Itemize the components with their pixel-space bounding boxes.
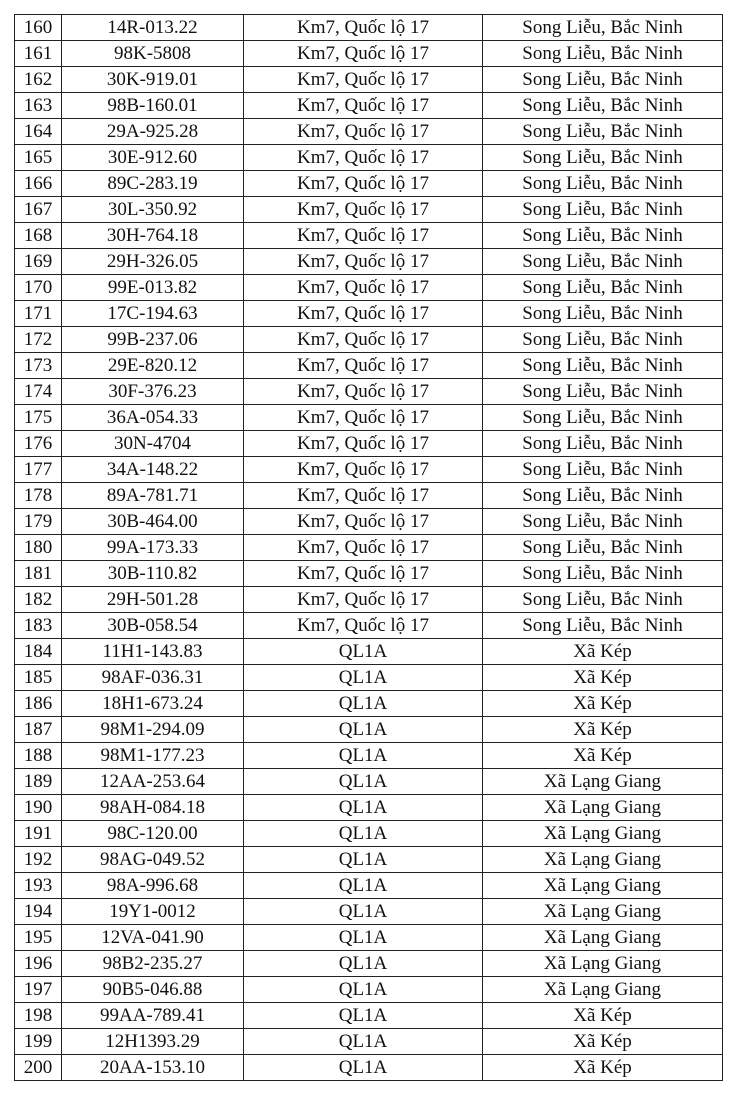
- violations-table-body: [15, 15, 723, 1081]
- area-cell: Song Liễu, Bắc Ninh: [483, 509, 723, 535]
- row-number-cell: 172: [15, 327, 62, 353]
- license-plate-cell: 36A-054.33: [62, 405, 244, 431]
- violation-location-cell: Km7, Quốc lộ 17: [244, 379, 483, 405]
- area-cell: Song Liễu, Bắc Ninh: [483, 587, 723, 613]
- table-row: [15, 457, 723, 483]
- area-cell: Xã Kép: [483, 1029, 723, 1055]
- row-number-cell: 189: [15, 769, 62, 795]
- license-plate-cell: 30F-376.23: [62, 379, 244, 405]
- row-number-cell: 182: [15, 587, 62, 613]
- area-cell: Song Liễu, Bắc Ninh: [483, 15, 723, 41]
- area-cell: Song Liễu, Bắc Ninh: [483, 379, 723, 405]
- area-cell: Xã Lạng Giang: [483, 795, 723, 821]
- license-plate-cell: 12H1393.29: [62, 1029, 244, 1055]
- violation-location-cell: Km7, Quốc lộ 17: [244, 483, 483, 509]
- area-cell: Xã Lạng Giang: [483, 899, 723, 925]
- table-row: [15, 145, 723, 171]
- row-number-cell: 169: [15, 249, 62, 275]
- table-row: [15, 327, 723, 353]
- table-row: [15, 925, 723, 951]
- row-number-cell: 171: [15, 301, 62, 327]
- violation-location-cell: QL1A: [244, 899, 483, 925]
- table-row: [15, 899, 723, 925]
- area-cell: Song Liễu, Bắc Ninh: [483, 405, 723, 431]
- table-row: [15, 301, 723, 327]
- area-cell: Song Liễu, Bắc Ninh: [483, 93, 723, 119]
- area-cell: Xã Lạng Giang: [483, 847, 723, 873]
- area-cell: Song Liễu, Bắc Ninh: [483, 171, 723, 197]
- violation-location-cell: QL1A: [244, 1029, 483, 1055]
- row-number-cell: 188: [15, 743, 62, 769]
- violation-location-cell: Km7, Quốc lộ 17: [244, 119, 483, 145]
- license-plate-cell: 98B-160.01: [62, 93, 244, 119]
- area-cell: Song Liễu, Bắc Ninh: [483, 67, 723, 93]
- violation-location-cell: Km7, Quốc lộ 17: [244, 275, 483, 301]
- violation-location-cell: Km7, Quốc lộ 17: [244, 613, 483, 639]
- row-number-cell: 167: [15, 197, 62, 223]
- area-cell: Song Liễu, Bắc Ninh: [483, 249, 723, 275]
- row-number-cell: 181: [15, 561, 62, 587]
- row-number-cell: 166: [15, 171, 62, 197]
- document-page: [14, 14, 723, 1081]
- license-plate-cell: 12AA-253.64: [62, 769, 244, 795]
- area-cell: Song Liễu, Bắc Ninh: [483, 197, 723, 223]
- license-plate-cell: 30E-912.60: [62, 145, 244, 171]
- violation-location-cell: Km7, Quốc lộ 17: [244, 431, 483, 457]
- row-number-cell: 194: [15, 899, 62, 925]
- row-number-cell: 191: [15, 821, 62, 847]
- area-cell: Song Liễu, Bắc Ninh: [483, 119, 723, 145]
- row-number-cell: 190: [15, 795, 62, 821]
- violations-table: [14, 14, 723, 1081]
- violation-location-cell: QL1A: [244, 951, 483, 977]
- row-number-cell: 161: [15, 41, 62, 67]
- table-row: [15, 613, 723, 639]
- row-number-cell: 192: [15, 847, 62, 873]
- row-number-cell: 184: [15, 639, 62, 665]
- table-row: [15, 1003, 723, 1029]
- table-row: [15, 197, 723, 223]
- license-plate-cell: 99A-173.33: [62, 535, 244, 561]
- area-cell: Song Liễu, Bắc Ninh: [483, 223, 723, 249]
- area-cell: Xã Kép: [483, 665, 723, 691]
- table-row: [15, 769, 723, 795]
- license-plate-cell: 98M1-177.23: [62, 743, 244, 769]
- row-number-cell: 196: [15, 951, 62, 977]
- license-plate-cell: 98AF-036.31: [62, 665, 244, 691]
- area-cell: Song Liễu, Bắc Ninh: [483, 353, 723, 379]
- area-cell: Xã Kép: [483, 639, 723, 665]
- row-number-cell: 175: [15, 405, 62, 431]
- area-cell: Song Liễu, Bắc Ninh: [483, 613, 723, 639]
- area-cell: Song Liễu, Bắc Ninh: [483, 301, 723, 327]
- violation-location-cell: Km7, Quốc lộ 17: [244, 327, 483, 353]
- row-number-cell: 195: [15, 925, 62, 951]
- table-row: [15, 483, 723, 509]
- license-plate-cell: 18H1-673.24: [62, 691, 244, 717]
- area-cell: Xã Kép: [483, 743, 723, 769]
- violation-location-cell: QL1A: [244, 665, 483, 691]
- table-row: [15, 431, 723, 457]
- license-plate-cell: 89C-283.19: [62, 171, 244, 197]
- violation-location-cell: QL1A: [244, 795, 483, 821]
- table-row: [15, 639, 723, 665]
- row-number-cell: 170: [15, 275, 62, 301]
- license-plate-cell: 30N-4704: [62, 431, 244, 457]
- row-number-cell: 180: [15, 535, 62, 561]
- violation-location-cell: QL1A: [244, 977, 483, 1003]
- area-cell: Song Liễu, Bắc Ninh: [483, 535, 723, 561]
- license-plate-cell: 98AG-049.52: [62, 847, 244, 873]
- area-cell: Song Liễu, Bắc Ninh: [483, 327, 723, 353]
- license-plate-cell: 29E-820.12: [62, 353, 244, 379]
- table-row: [15, 717, 723, 743]
- violation-location-cell: Km7, Quốc lộ 17: [244, 457, 483, 483]
- table-row: [15, 847, 723, 873]
- area-cell: Xã Lạng Giang: [483, 925, 723, 951]
- license-plate-cell: 12VA-041.90: [62, 925, 244, 951]
- license-plate-cell: 30B-058.54: [62, 613, 244, 639]
- violation-location-cell: QL1A: [244, 847, 483, 873]
- violation-location-cell: Km7, Quốc lộ 17: [244, 561, 483, 587]
- table-row: [15, 41, 723, 67]
- violation-location-cell: QL1A: [244, 873, 483, 899]
- violation-location-cell: QL1A: [244, 821, 483, 847]
- table-row: [15, 1055, 723, 1081]
- table-row: [15, 665, 723, 691]
- violation-location-cell: QL1A: [244, 769, 483, 795]
- license-plate-cell: 98B2-235.27: [62, 951, 244, 977]
- license-plate-cell: 14R-013.22: [62, 15, 244, 41]
- row-number-cell: 168: [15, 223, 62, 249]
- table-row: [15, 951, 723, 977]
- violation-location-cell: QL1A: [244, 639, 483, 665]
- license-plate-cell: 98M1-294.09: [62, 717, 244, 743]
- row-number-cell: 176: [15, 431, 62, 457]
- table-row: [15, 1029, 723, 1055]
- area-cell: Xã Lạng Giang: [483, 977, 723, 1003]
- violation-location-cell: Km7, Quốc lộ 17: [244, 41, 483, 67]
- violation-location-cell: Km7, Quốc lộ 17: [244, 587, 483, 613]
- violation-location-cell: QL1A: [244, 717, 483, 743]
- area-cell: Xã Lạng Giang: [483, 873, 723, 899]
- license-plate-cell: 90B5-046.88: [62, 977, 244, 1003]
- area-cell: Song Liễu, Bắc Ninh: [483, 275, 723, 301]
- area-cell: Song Liễu, Bắc Ninh: [483, 561, 723, 587]
- license-plate-cell: 30B-464.00: [62, 509, 244, 535]
- table-row: [15, 977, 723, 1003]
- license-plate-cell: 29A-925.28: [62, 119, 244, 145]
- license-plate-cell: 98C-120.00: [62, 821, 244, 847]
- row-number-cell: 183: [15, 613, 62, 639]
- table-row: [15, 119, 723, 145]
- license-plate-cell: 99B-237.06: [62, 327, 244, 353]
- violation-location-cell: Km7, Quốc lộ 17: [244, 15, 483, 41]
- violation-location-cell: QL1A: [244, 925, 483, 951]
- row-number-cell: 160: [15, 15, 62, 41]
- table-row: [15, 795, 723, 821]
- license-plate-cell: 98K-5808: [62, 41, 244, 67]
- license-plate-cell: 98A-996.68: [62, 873, 244, 899]
- violation-location-cell: Km7, Quốc lộ 17: [244, 171, 483, 197]
- violation-location-cell: Km7, Quốc lộ 17: [244, 145, 483, 171]
- table-row: [15, 93, 723, 119]
- license-plate-cell: 11H1-143.83: [62, 639, 244, 665]
- row-number-cell: 164: [15, 119, 62, 145]
- table-row: [15, 873, 723, 899]
- table-row: [15, 67, 723, 93]
- violation-location-cell: QL1A: [244, 1003, 483, 1029]
- license-plate-cell: 89A-781.71: [62, 483, 244, 509]
- license-plate-cell: 30L-350.92: [62, 197, 244, 223]
- row-number-cell: 185: [15, 665, 62, 691]
- table-row: [15, 405, 723, 431]
- violation-location-cell: Km7, Quốc lộ 17: [244, 301, 483, 327]
- row-number-cell: 197: [15, 977, 62, 1003]
- row-number-cell: 177: [15, 457, 62, 483]
- area-cell: Xã Lạng Giang: [483, 821, 723, 847]
- license-plate-cell: 98AH-084.18: [62, 795, 244, 821]
- violation-location-cell: Km7, Quốc lộ 17: [244, 223, 483, 249]
- violation-location-cell: Km7, Quốc lộ 17: [244, 509, 483, 535]
- area-cell: Xã Lạng Giang: [483, 769, 723, 795]
- area-cell: Song Liễu, Bắc Ninh: [483, 483, 723, 509]
- table-row: [15, 691, 723, 717]
- area-cell: Xã Kép: [483, 691, 723, 717]
- violation-location-cell: Km7, Quốc lộ 17: [244, 67, 483, 93]
- table-row: [15, 821, 723, 847]
- table-row: [15, 171, 723, 197]
- table-row: [15, 15, 723, 41]
- row-number-cell: 173: [15, 353, 62, 379]
- table-row: [15, 353, 723, 379]
- table-row: [15, 535, 723, 561]
- violation-location-cell: Km7, Quốc lộ 17: [244, 197, 483, 223]
- row-number-cell: 187: [15, 717, 62, 743]
- violation-location-cell: QL1A: [244, 743, 483, 769]
- table-row: [15, 561, 723, 587]
- table-row: [15, 249, 723, 275]
- license-plate-cell: 99E-013.82: [62, 275, 244, 301]
- license-plate-cell: 17C-194.63: [62, 301, 244, 327]
- area-cell: Song Liễu, Bắc Ninh: [483, 41, 723, 67]
- row-number-cell: 174: [15, 379, 62, 405]
- table-row: [15, 509, 723, 535]
- license-plate-cell: 29H-501.28: [62, 587, 244, 613]
- area-cell: Xã Kép: [483, 717, 723, 743]
- table-row: [15, 587, 723, 613]
- table-row: [15, 275, 723, 301]
- license-plate-cell: 30K-919.01: [62, 67, 244, 93]
- table-row: [15, 379, 723, 405]
- license-plate-cell: 30H-764.18: [62, 223, 244, 249]
- violation-location-cell: QL1A: [244, 691, 483, 717]
- row-number-cell: 199: [15, 1029, 62, 1055]
- license-plate-cell: 30B-110.82: [62, 561, 244, 587]
- row-number-cell: 200: [15, 1055, 62, 1081]
- row-number-cell: 162: [15, 67, 62, 93]
- row-number-cell: 193: [15, 873, 62, 899]
- table-row: [15, 743, 723, 769]
- area-cell: Song Liễu, Bắc Ninh: [483, 431, 723, 457]
- license-plate-cell: 34A-148.22: [62, 457, 244, 483]
- area-cell: Song Liễu, Bắc Ninh: [483, 457, 723, 483]
- violation-location-cell: Km7, Quốc lộ 17: [244, 353, 483, 379]
- violation-location-cell: QL1A: [244, 1055, 483, 1081]
- violation-location-cell: Km7, Quốc lộ 17: [244, 535, 483, 561]
- violation-location-cell: Km7, Quốc lộ 17: [244, 405, 483, 431]
- row-number-cell: 198: [15, 1003, 62, 1029]
- license-plate-cell: 29H-326.05: [62, 249, 244, 275]
- license-plate-cell: 99AA-789.41: [62, 1003, 244, 1029]
- area-cell: Xã Lạng Giang: [483, 951, 723, 977]
- violation-location-cell: Km7, Quốc lộ 17: [244, 249, 483, 275]
- license-plate-cell: 19Y1-0012: [62, 899, 244, 925]
- row-number-cell: 178: [15, 483, 62, 509]
- row-number-cell: 163: [15, 93, 62, 119]
- row-number-cell: 165: [15, 145, 62, 171]
- row-number-cell: 186: [15, 691, 62, 717]
- area-cell: Song Liễu, Bắc Ninh: [483, 145, 723, 171]
- violation-location-cell: Km7, Quốc lộ 17: [244, 93, 483, 119]
- area-cell: Xã Kép: [483, 1003, 723, 1029]
- row-number-cell: 179: [15, 509, 62, 535]
- area-cell: Xã Kép: [483, 1055, 723, 1081]
- table-row: [15, 223, 723, 249]
- license-plate-cell: 20AA-153.10: [62, 1055, 244, 1081]
